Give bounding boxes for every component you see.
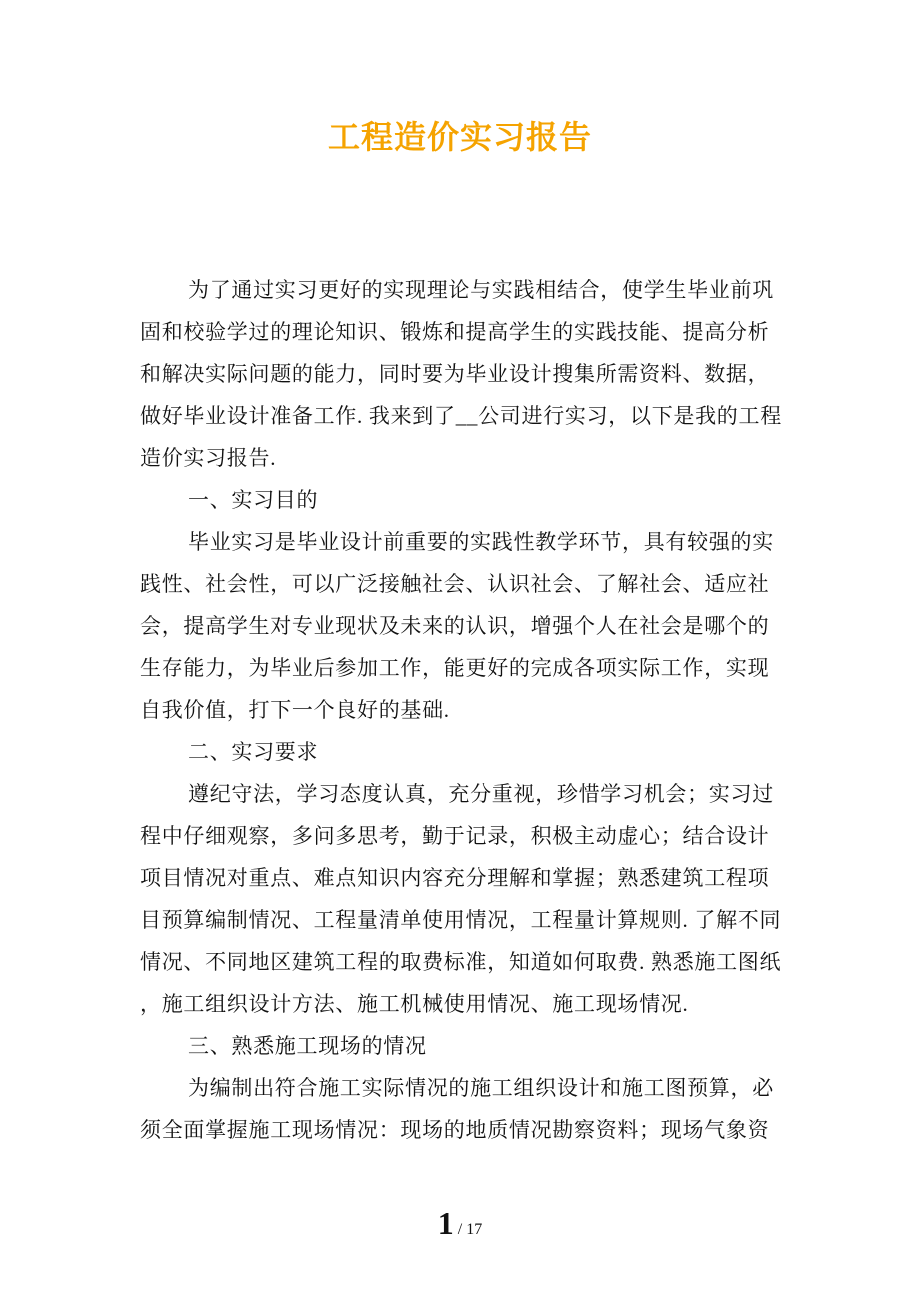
- text-line: 造价实习报告.: [140, 446, 277, 470]
- page-indicator: [0, 1205, 920, 1242]
- section-heading: 二、实习要求: [188, 740, 319, 764]
- text-line: ，施工组织设计方法、施工机械使用情况、施工现场情况.: [140, 992, 689, 1016]
- text-line: 践性、社会性，可以广泛接触社会、认识社会、了解社会、适应社: [140, 572, 770, 596]
- text-line: 为编制出符合施工实际情况的施工组织设计和施工图预算，必: [188, 1076, 774, 1100]
- text-line: 情况、不同地区建筑工程的取费标准，知道如何取费. 熟悉施工图纸: [140, 950, 782, 974]
- current-page-number: 1: [437, 1205, 454, 1241]
- text-line: 生存能力，为毕业后参加工作，能更好的完成各项实际工作，实现: [140, 656, 770, 680]
- text-line: 程中仔细观察，多问多思考，勤于记录，积极主动虚心；结合设计: [140, 824, 770, 848]
- text-line: 和解决实际问题的能力，同时要为毕业设计搜集所需资料、数据，: [140, 362, 770, 386]
- text-line: 目预算编制情况、工程量清单使用情况，工程量计算规则. 了解不同: [140, 908, 782, 932]
- text-line: 为了通过实习更好的实现理论与实践相结合，使学生毕业前巩: [188, 278, 774, 302]
- section-heading: 三、熟悉施工现场的情况: [188, 1034, 427, 1058]
- text-line: 遵纪守法，学习态度认真，充分重视，珍惜学习机会；实习过: [188, 782, 774, 806]
- text-line: 做好毕业设计准备工作. 我来到了__公司进行实习，以下是我的工程: [140, 404, 782, 428]
- section-heading: 一、实习目的: [188, 488, 319, 512]
- text-line: 毕业实习是毕业设计前重要的实践性教学环节，具有较强的实: [188, 530, 774, 554]
- text-line: 项目情况对重点、难点知识内容充分理解和掌握；熟悉建筑工程项: [140, 866, 770, 890]
- text-line: 自我价值，打下一个良好的基础.: [140, 698, 450, 722]
- total-pages: / 17: [457, 1221, 483, 1238]
- text-line: 会，提高学生对专业现状及未来的认识，增强个人在社会是哪个的: [140, 614, 770, 638]
- text-line: 须全面掌握施工现场情况：现场的地质情况勘察资料；现场气象资: [140, 1118, 770, 1142]
- document-title: 工程造价实习报告: [327, 119, 592, 155]
- document-body: [140, 269, 790, 1151]
- text-line: 固和校验学过的理论知识、锻炼和提高学生的实践技能、提高分析: [140, 320, 770, 344]
